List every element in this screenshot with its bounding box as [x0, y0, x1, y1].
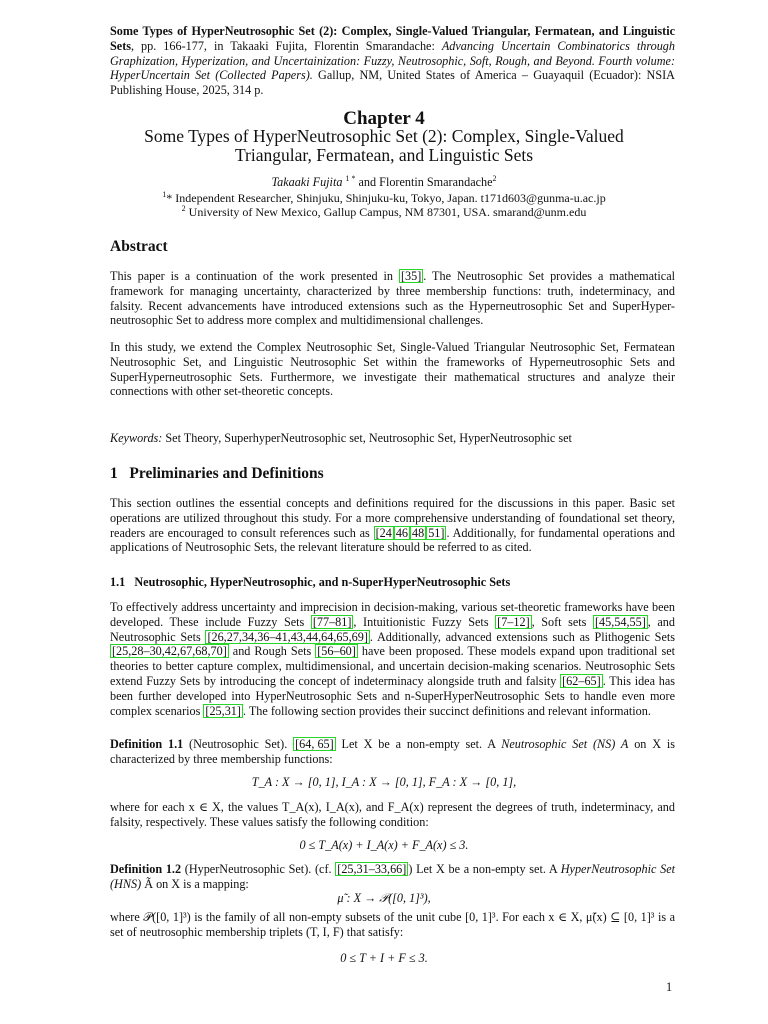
def11-label: Definition 1.1	[110, 737, 184, 751]
citation-link[interactable]: 51]	[428, 525, 445, 540]
section1-para	[110, 496, 675, 555]
citation-link[interactable]: [25,31–33,66]	[337, 862, 407, 876]
aff2-mark: 2	[181, 203, 186, 213]
abstract-p1-text-a: This paper is a continuation of the work presented in	[110, 269, 399, 283]
affiliation-1	[0, 192, 768, 206]
subsection-heading	[110, 573, 675, 591]
citation-link[interactable]: [26,27,34,36–41,43,44,64,65,69]	[207, 629, 368, 644]
ss-text-2: , Intuitionistic Fuzzy Sets	[353, 614, 496, 629]
aff1-text: * Independent Researcher, Shinjuku, Shinjuku-ku, Tokyo, Japan. t171d603@gunma-u.ac.jp	[166, 191, 606, 205]
citation-link[interactable]: [56–60]	[317, 644, 356, 659]
citation-link[interactable]: [77–81]	[312, 614, 352, 629]
abstract-p1-text-b: . The Neutrosophic Set provides a mathematical framework for managing uncertainty, characterized by three membership functions: truth, indeterminacy, and falsity. Recent advancements have introduced extensions such as the Hyperneutrosophic Set and SuperHyper-neutrosophic Set to address more complex and multidimensional challenges.	[110, 269, 675, 328]
cite-24: 24	[379, 525, 392, 540]
abstract-p2-text: In this study, we extend the Complex Neutrosophic Set, Single-Valued Triangular Neutrosophic Set, Fermatean Neutrosophic Set, and Linguistic Neutrosophic Set within the frameworks of Hyperneutrosophic Sets and SuperHyperneutrosophic Sets. Furthermore, we investigate their mathematical structures and analyze their connections with other set-theoretic concepts.	[110, 340, 675, 399]
ss-text-9: . The following section provides their succinct definitions and relevant information.	[242, 703, 651, 718]
citation-book: Advancing Uncertain Combinatorics through Graphization, Hyperization, and Uncertainization: Fuzzy, Neutrosophic, Soft, Rough, and Beyond. Fourth volume: HyperUncertain Set (Collected Papers).	[110, 38, 675, 83]
def12-text-a: ) Let X be a non-empty set. A	[408, 862, 561, 876]
abstract-para1	[110, 269, 675, 328]
ss-text-6: and Rough Sets	[228, 644, 316, 659]
citation-note	[110, 24, 675, 98]
ss-text-3: , Soft sets	[531, 614, 593, 629]
keywords	[110, 431, 675, 446]
citation-link[interactable]: [64, 65]	[295, 737, 334, 751]
citation-link[interactable]: [24	[375, 525, 392, 540]
def11-text-b: on X is characterized by three membership functions:	[110, 737, 675, 766]
affiliations	[0, 192, 768, 219]
keywords-text: Set Theory, SuperhyperNeutrosophic set, Neutrosophic Set, HyperNeutrosophic set	[165, 431, 572, 445]
def11-name: (Neutrosophic Set).	[183, 737, 294, 751]
ss-text-4: , and Neutrosophic Sets	[110, 614, 675, 644]
affiliation-2	[0, 203, 768, 220]
definition-1-1	[110, 737, 675, 767]
def12-name: (HyperNeutrosophic Set). (cf.	[181, 862, 336, 876]
citation-pages: , pp. 166-177, in Takaaki Fujita, Florentin Smarandache:	[131, 38, 442, 53]
author-fujita: Takaaki Fujita	[271, 175, 343, 189]
ss-text-8: . This idea has been further developed into HyperNeutrosophic Sets and n-SuperHyperNeutrosophic Sets to handle even more complex scenarios	[110, 673, 675, 718]
chapter-title-line2: Triangular, Fermatean, and Linguistic Sets	[234, 144, 534, 165]
citation-link[interactable]: 48	[412, 525, 425, 540]
chapter-number: Chapter 4	[343, 108, 425, 129]
citation-link[interactable]: [25,31]	[205, 703, 241, 718]
section1-title: 1 Preliminaries and Definitions	[110, 465, 324, 482]
author-line	[0, 175, 768, 190]
citation-link[interactable]: 46	[395, 525, 409, 540]
author1-mark: 1 *	[345, 173, 356, 183]
def12-explanation	[110, 910, 675, 940]
ss-text-5: . Additionally, advanced extensions such as Plithogenic Sets	[369, 629, 676, 644]
author-smarandache: and Florentin Smarandache	[355, 175, 493, 189]
chapter-title	[0, 127, 768, 164]
definition-1-2	[110, 862, 675, 892]
section1-text-b: . Additionally, for fundamental operations and applications of Neutrosophic Sets, the relevant literature should be referred to as cited.	[110, 525, 675, 555]
def11-term: Neutrosophic Set (NS) A	[501, 737, 629, 751]
abstract-heading	[110, 238, 675, 256]
equation-sum-condition: 0 ≤ T_A(x) + I_A(x) + F_A(x) ≤ 3.	[299, 838, 469, 852]
section-heading	[110, 465, 675, 483]
def12-symbol: Ã	[144, 876, 154, 891]
ss-text-1: To effectively address uncertainty and imprecision in decision-making, various set-theoretic frameworks have been developed. These include Fuzzy Sets	[110, 600, 675, 629]
equation-hyper-mapping: μ̃ : X → 𝒫([0, 1]³),	[337, 891, 431, 905]
author2-mark: 2	[492, 173, 497, 183]
def11-text-a: Let X be a non-empty set. A	[335, 737, 502, 751]
aff2-text: University of New Mexico, Gallup Campus, NM 87301, USA. smarand@unm.edu	[188, 204, 587, 219]
keywords-label: Keywords:	[110, 431, 163, 445]
cite-51: 51	[428, 525, 441, 540]
subsection11-para	[110, 600, 675, 718]
equation-membership-functions: T_A : X → [0, 1], I_A : X → [0, 1], F_A : X → [0, 1],	[251, 775, 517, 789]
ss-text-7: have been proposed. These models expand upon traditional set theories to better capture complex, multidimensional, and uncertain decision-making scenarios. Neutrosophic Sets extend Fuzzy Sets by introducing the concept of indeterminacy alongside truth and falsity	[110, 644, 675, 688]
citation-link[interactable]: [7–12]	[497, 614, 530, 629]
citation-title: Some Types of HyperNeutrosophic Set (2): Complex, Single-Valued Triangular, Fermatean, and Linguistic Sets	[110, 24, 675, 53]
subsection11-title: 1.1 Neutrosophic, HyperNeutrosophic, and n-SuperHyperNeutrosophic Sets	[110, 575, 511, 589]
def11-explanation	[110, 800, 675, 830]
def12-label: Definition 1.2	[110, 862, 182, 876]
citation-link[interactable]: [45,54,55]	[595, 614, 646, 629]
def11-text-c: where for each x ∈ X, the values T_A(x), I_A(x), and F_A(x) represent the degrees of truth, indeterminacy, and falsity, respectively. These values satisfy the following condition:	[110, 800, 675, 829]
abstract-para2	[110, 340, 675, 399]
citation-link[interactable]: [62–65]	[562, 673, 601, 688]
abstract-heading-text: Abstract	[110, 238, 168, 255]
citation-link[interactable]: [35]	[400, 269, 422, 283]
page-number: 1	[666, 980, 673, 994]
def12-text-c: where 𝒫([0, 1]³) is the family of all non-empty subsets of the unit cube [0, 1]³. For each x ∈ X, μ̃(x) ⊆ [0, 1]³ is a set of neutrosophic membership triplets (T, I, F) that satisfy:	[110, 910, 675, 939]
chapter-title-line1: Some Types of HyperNeutrosophic Set (2): Complex, Single-Valued	[144, 126, 624, 146]
aff1-mark: 1	[162, 190, 167, 199]
equation-triplet-condition: 0 ≤ T + I + F ≤ 3.	[340, 951, 428, 965]
section1-text-a: This section outlines the essential concepts and definitions required for the discussions in this paper. Basic set operations are utilized throughout this study. For a more comprehensive understanding of foundational set theory, readers are encouraged to consult references such as	[110, 496, 675, 540]
def12-text-b: on X is a mapping:	[153, 876, 249, 891]
def12-term: HyperNeutrosophic Set (HNS)	[110, 862, 675, 891]
citation-link[interactable]: [25,28–30,42,67,68,70]	[112, 644, 227, 659]
citation-publisher: Gallup, NM, United States of America – Guayaquil (Ecuador): NSIA Publishing House, 2025, 314 p.	[110, 68, 675, 98]
